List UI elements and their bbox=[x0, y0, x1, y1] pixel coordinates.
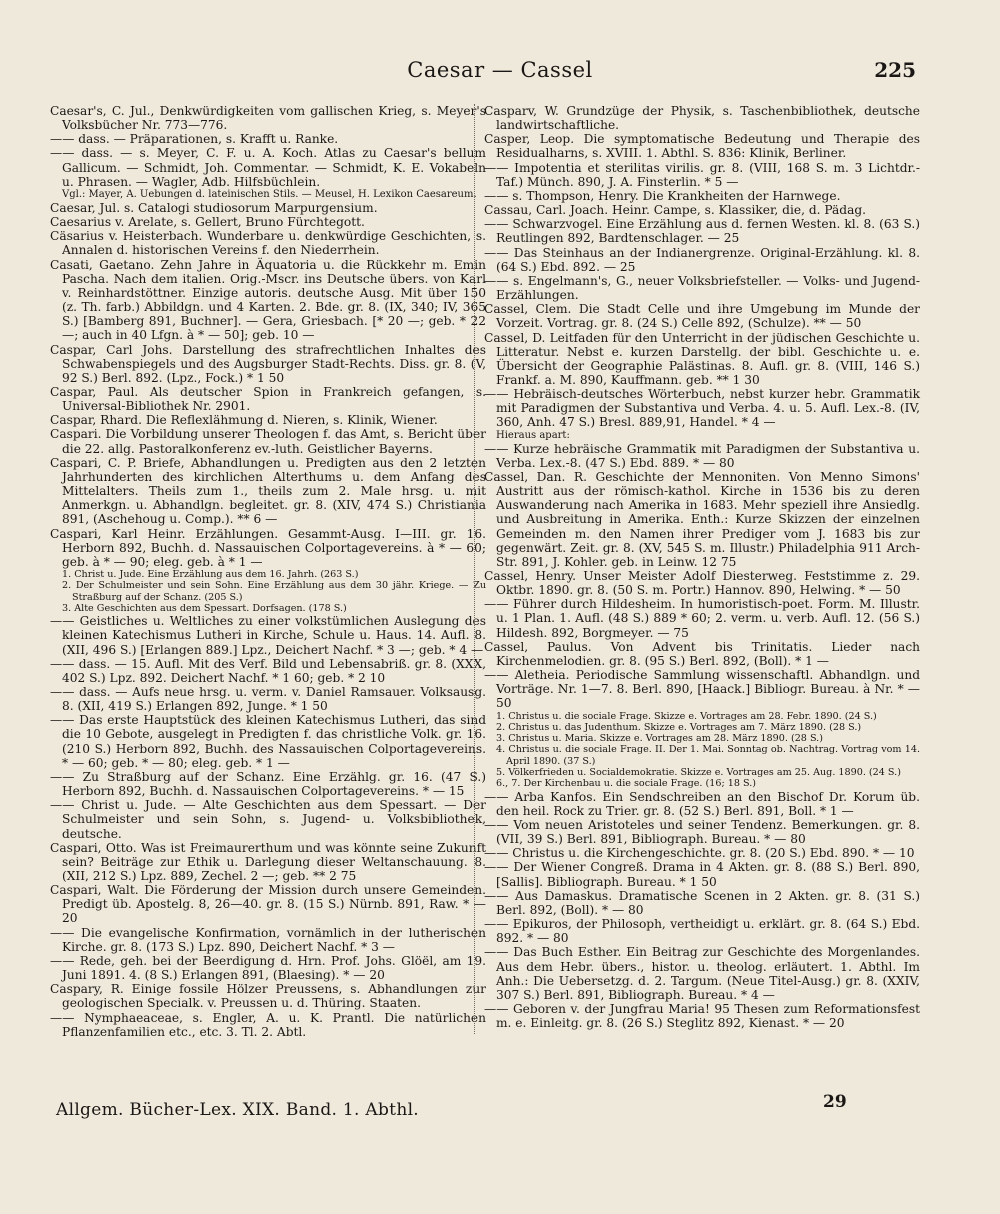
bibliography-entry: 1. Christus u. die sociale Frage. Skizze e. Vortrages am 28. Febr. 1890. (24 S.) bbox=[496, 710, 877, 722]
bibliography-entry: 4. Christus u. die sociale Frage. II. Der 1. Mai. Sonntag ob. Nachtrag. Vortrag vom 14. April 1890. (37 S.) bbox=[496, 744, 920, 767]
bibliography-entry: Caesar, Jul. s. Catalogi studiosorum Marpurgensium. bbox=[50, 200, 378, 215]
bibliography-entry: Cassel, D. Leitfaden für den Unterricht in der jüdischen Geschichte u. Litteratur. Nebst e. kurzen Darstellg. der bibl. Geschichte u. e. Übersicht der Geographie Palästinas. 8. Aufl. gr. 8. (VIII, 146 S.) Frankf. a. M. 890, Kauffmann. geb. ** 1 30 bbox=[484, 330, 920, 387]
bibliography-entry: —— Schwarzvogel. Eine Erzählung aus d. fernen Westen. kl. 8. (63 S.) Reutlingen 892, Bardtenschlager. — 25 bbox=[484, 217, 920, 246]
bibliography-entry: —— Das Steinhaus an der Indianergrenze. Original-Erzählung. kl. 8. (64 S.) Ebd. 892. — 25 bbox=[484, 245, 920, 274]
bibliography-entry: Caspar, Carl Johs. Darstellung des strafrechtlichen Inhaltes des Schwabenspiegels und des Augsburger Stadt-Rechts. Diss. gr. 8. (V, 92 S.) Berl. 892. (Lpz., Fock.) * 1 50 bbox=[50, 342, 486, 385]
bibliography-entry: —— Rede, geh. bei der Beerdigung d. Hrn. Prof. Johs. Glöël, am 19. Juni 1891. 4. (8 S.) Erlangen 891, (Blaesing). * — 20 bbox=[50, 953, 486, 983]
bibliography-entry: —— Hebräisch-deutsches Wörterbuch, nebst kurzer hebr. Grammatik mit Paradigmen der Substantiva und Verba. 4. u. 5. Aufl. Lex.-8. (IV, 360, Anh. 47 S.) Bresl. 889,91, Handel. * 4 — bbox=[484, 387, 920, 430]
bibliography-entry: Caesarius v. Arelate, s. Gellert, Bruno Fürchtegott. bbox=[50, 215, 365, 230]
bibliography-entry: Caspari, Otto. Was ist Freimaurerthum und was könnte seine Zukunft sein? Beiträge zur Ethik u. Darlegung dieser Weltanschauung. 8. (XII, 212 S.) Lpz. 889, Zechel. 2 —; geb. ** 2 75 bbox=[50, 840, 486, 883]
left-column bbox=[50, 104, 486, 1039]
bibliography-entry: Caspari, Karl Heinr. Erzählungen. Gesammt-Ausg. I—III. gr. 16. Herborn 892, Buchh. d. Nassauischen Colportagevereins. à * — 60; geb. à * — 90; eleg. geb. à * 1 — bbox=[50, 526, 486, 569]
bibliography-entry: —— s. Thompson, Henry. Die Krankheiten der Harnwege. bbox=[484, 188, 841, 203]
bibliography-entry: —— Das erste Hauptstück des kleinen Katechismus Lutheri, das sind die 10 Gebote, ausgelegt in Predigten f. das christliche Volk. gr. 16. (210 S.) Herborn 892, Buchh. des Nassauischen Colportagevereins. * — 60; geb. * — 80; eleg. geb. * 1 — bbox=[50, 713, 486, 770]
bibliography-entry: Caspar, Paul. Als deutscher Spion in Frankreich gefangen, s. Universal-Bibliothek Nr. 2901. bbox=[50, 384, 486, 414]
bibliography-entry: —— Das Buch Esther. Ein Beitrag zur Geschichte des Morgenlandes. Aus dem Hebr. übers., histor. u. theolog. erläutert. 1. Abthl. Im Anh.: Die Uebersetzg. d. 2. Targum. (Neue Titel-Ausg.) gr. 8. (XXIV, 307 S.) Berl. 891, Bibliograph. Bureau. * 4 — bbox=[484, 945, 920, 1002]
bibliography-entry: —— Aletheia. Periodische Sammlung wissenschaftl. Abhandlgn. und Vorträge. Nr. 1—7. 8. Berl. 890, [Haack.] Bibliogr. Bureau. à Nr. * — 50 bbox=[484, 668, 920, 711]
bibliography-entry: —— Arba Kanfos. Ein Sendschreiben an den Bischof Dr. Korum üb. den heil. Rock zu Trier. gr. 8. (52 S.) Berl. 891, Boll. * 1 — bbox=[484, 789, 920, 818]
bibliography-entry: —— Vom neuen Aristoteles und seiner Tendenz. Bemerkungen. gr. 8. (VII, 39 S.) Berl. 891, Bibliograph. Bureau. * — 80 bbox=[484, 817, 920, 847]
bibliography-entry: —— Christ u. Jude. — Alte Geschichten aus dem Spessart. — Der Schulmeister und sein Sohn, s. Jugend- u. Volksbibliothek, deutsche. bbox=[50, 798, 486, 841]
page-number: 225 bbox=[874, 58, 916, 82]
bibliography-entry: Cäsarius v. Heisterbach. Wunderbare u. denkwürdige Geschichten, s. Annalen d. historischen Vereins f. den Niederrhein. bbox=[50, 229, 486, 258]
bibliography-entry: Caspari. Die Vorbildung unserer Theologen f. das Amt, s. Bericht über die 22. allg. Pastoralkonferenz ev.-luth. Geistlicher Bayerns. bbox=[50, 427, 486, 456]
bibliography-entry: —— Epikuros, der Philosoph, vertheidigt u. erklärt. gr. 8. (64 S.) Ebd. 892. * — 80 bbox=[484, 917, 920, 946]
bibliography-entry: Casati, Gaetano. Zehn Jahre in Äquatoria u. die Rückkehr m. Emin Pascha. Nach dem italien. Orig.-Mscr. ins Deutsche übers. von Karl v. Reinhardstöttner. Einzige autoris. deutsche Ausg. Mit über 150 (z. Th. farb.) Abbildgn. und 4 Karten. 2. Bde. gr. 8. (IX, 340; IV, 365 S.) [Bamberg 891, Buchner]. — Gera, Griesbach. [* 20 —; geb. * 22 —; auch in 40 Lfgn. à * — 50]; geb. 10 — bbox=[50, 257, 486, 343]
bibliography-entry: —— Zu Straßburg auf der Schanz. Eine Erzählg. gr. 16. (47 S.) Herborn 892, Buchh. d. Nassauischen Colportagevereins. * — 15 bbox=[50, 769, 486, 799]
bibliography-entry: Caesar's, C. Jul., Denkwürdigkeiten vom gallischen Krieg, s. Meyer's Volksbücher Nr. 773—776. bbox=[50, 104, 486, 133]
bibliography-entry: Caspar, Rhard. Die Reflexlähmung d. Nieren, s. Klinik, Wiener. bbox=[50, 413, 438, 428]
bibliography-entry: —— dass. — Präparationen, s. Krafft u. Ranke. bbox=[50, 132, 339, 147]
bibliography-entry: Cassel, Dan. R. Geschichte der Mennoniten. Von Menno Simons' Austritt aus der römisch-kathol. Kirche in 1536 bis zu deren Auswanderung nach Amerika in 1683. Mehr speziell ihre Ansiedlg. und Ausbreitung in Amerika. Enth.: Kurze Skizzen der einzelnen Gemeinden m. den Namen ihrer Prediger vom J. 1683 bis zur gegenwärt. Zeit. gr. 8. (XV, 545 S. m. Illustr.) Philadelphia 911 Arch-Str. 891, J. Kohler. geb. in Leinw. 12 75 bbox=[484, 469, 920, 569]
bibliography-entry: Caspari, C. P. Briefe, Abhandlungen u. Predigten aus den 2 letzten Jahrhunderten des kirchlichen Alterthums u. dem Anfang des Mittelalters. Theils zum 1., theils zum 2. Male hrsg. u. mit Anmerkgn. u. Abhandlgn. begleitet. gr. 8. (XIV, 474 S.) Christiania 891, (Aschehoug u. Comp.). ** 6 — bbox=[50, 455, 486, 527]
column-divider bbox=[474, 104, 475, 1034]
bibliography-entry: Hieraus apart: bbox=[496, 429, 570, 441]
bibliography-entry: 5. Völkerfrieden u. Socialdemokratie. Skizze e. Vortrages am 25. Aug. 1890. (24 S.) bbox=[496, 767, 901, 779]
bibliography-entry: Vgl.: Mayer, A. Uebungen d. lateinischen Stils. — Meusel, H. Lexikon Caesareum. bbox=[62, 188, 477, 200]
bibliography-entry: —— Die evangelische Konfirmation, vornämlich in der lutherischen Kirche. gr. 8. (173 S.) Lpz. 890, Deichert Nachf. * 3 — bbox=[50, 925, 486, 954]
bibliography-entry: —— dass. — 15. Aufl. Mit des Verf. Bild und Lebensabriß. gr. 8. (XXX, 402 S.) Lpz. 892. Deichert Nachf. * 1 60; geb. * 2 10 bbox=[50, 656, 486, 685]
bibliography-entry: 3. Christus u. Maria. Skizze e. Vortrages am 28. März 1890. (28 S.) bbox=[496, 733, 823, 745]
bibliography-entry: —— Kurze hebräische Grammatik mit Paradigmen der Substantiva u. Verba. Lex.-8. (47 S.) Ebd. 889. * — 80 bbox=[484, 441, 920, 470]
bibliography-entry: 1. Christ u. Jude. Eine Erzählung aus dem 16. Jahrh. (263 S.) bbox=[62, 569, 359, 580]
bibliography-entry: Cassel, Henry. Unser Meister Adolf Diesterweg. Feststimme z. 29. Oktbr. 1890. gr. 8. (50 S. m. Portr.) Hannov. 890, Helwing. * — 50 bbox=[484, 569, 920, 598]
bibliography-entry: —— Der Wiener Congreß. Drama in 4 Akten. gr. 8. (88 S.) Berl. 890, [Sallis]. Bibliograph. Bureau. * 1 50 bbox=[484, 860, 920, 889]
page-title: Caesar — Cassel bbox=[407, 58, 593, 82]
bibliography-entry: —— Aus Damaskus. Dramatische Scenen in 2 Akten. gr. 8. (31 S.) Berl. 892, (Boll). * — 80 bbox=[484, 888, 920, 917]
bibliography-entry: 2. Christus u. das Judenthum. Skizze e. Vortrages am 7. März 1890. (28 S.) bbox=[496, 721, 862, 733]
bibliography-entry: —— Führer durch Hildesheim. In humoristisch-poet. Form. M. Illustr. u. 1 Plan. 1. Aufl. (48 S.) 889 * 60; 2. verm. u. verb. Aufl. 12. (56 S.) Hildesh. 892, Borgmeyer. — 75 bbox=[484, 597, 920, 640]
bibliography-entry: —— Nymphaeaceae, s. Engler, A. u. K. Prantl. Die natürlichen Pflanzenfamilien etc., etc. 3. Tl. 2. Abtl. bbox=[50, 1010, 486, 1039]
bibliography-entry: —— Geistliches u. Weltliches zu einer volkstümlichen Auslegung des kleinen Katechismus Lutheri in Kirche, Schule u. Haus. 14. Aufl. 8. (XII, 496 S.) [Erlangen 889.] Lpz., Deichert Nachf. * 3 —; geb. * 4 — bbox=[50, 614, 486, 657]
bibliography-entry: —— Geboren v. der Jungfrau Maria! 95 Thesen zum Reformationsfest m. e. Einleitg. gr. 8. (26 S.) Steglitz 892, Kienast. * — 20 bbox=[484, 1001, 920, 1031]
bibliography-entry: —— dass. — s. Meyer, C. F. u. A. Koch. Atlas zu Caesar's bellum Gallicum. — Schmidt, Joh. Commentar. — Schmidt, K. E. Vokabeln u. Phrasen. — Wagler, Adb. Hilfsbüchlein. bbox=[50, 146, 486, 189]
bibliography-entry: Cassel, Clem. Die Stadt Celle und ihre Umgebung im Munde der Vorzeit. Vortrag. gr. 8. (24 S.) Celle 892, (Schulze). ** — 50 bbox=[484, 302, 920, 331]
bibliography-entry: Caspary, R. Einige fossile Hölzer Preussens, s. Abhandlungen zur geologischen Specialk. v. Preussen u. d. Thüring. Staaten. bbox=[50, 982, 486, 1011]
footer-volume-line: Allgem. Bücher-Lex. XIX. Band. 1. Abthl. bbox=[56, 1100, 420, 1120]
bibliography-entry: Cassel, Paulus. Von Advent bis Trinitatis. Lieder nach Kirchenmelodien. gr. 8. (95 S.) Berl. 892, (Boll). * 1 — bbox=[484, 639, 920, 668]
bibliography-entry: —— dass. — Aufs neue hrsg. u. verm. v. Daniel Ramsauer. Volksausg. 8. (XII, 419 S.) Erlangen 892, Junge. * 1 50 bbox=[50, 684, 486, 714]
bibliography-entry: Casper, Leop. Die symptomatische Bedeutung und Therapie des Residualharns, s. XVIII. 1. Abthl. S. 836: Klinik, Berliner. bbox=[484, 132, 920, 161]
bibliography-entry: 2. Der Schulmeister und sein Sohn. Eine Erzählung aus dem 30 jähr. Kriege. — Zu Straßburg auf der Schanz. (205 S.) bbox=[62, 580, 486, 603]
right-column bbox=[484, 104, 920, 1030]
bibliography-entry: 3. Alte Geschichten aus dem Spessart. Dorfsagen. (178 S.) bbox=[62, 602, 347, 614]
footer-signature: 29 bbox=[823, 1092, 847, 1112]
bibliography-entry: 6., 7. Der Kirchenbau u. die sociale Frage. (16; 18 S.) bbox=[496, 778, 757, 790]
bibliography-entry: Caspari, Walt. Die Förderung der Mission durch unsere Gemeinden. Predigt üb. Apostelg. 8, 26—40. gr. 8. (15 S.) Nürnb. 891, Raw. * — 20 bbox=[50, 883, 486, 926]
bibliography-entry: Casparv, W. Grundzüge der Physik, s. Taschenbibliothek, deutsche landwirtschaftliche. bbox=[484, 104, 920, 133]
bibliography-entry: —— Christus u. die Kirchengeschichte. gr. 8. (20 S.) Ebd. 890. * — 10 bbox=[484, 846, 915, 861]
bibliography-entry: —— s. Engelmann's, G., neuer Volksbriefsteller. — Volks- und Jugend-Erzählungen. bbox=[484, 273, 920, 303]
bibliography-entry: —— Impotentia et sterilitas virilis. gr. 8. (VIII, 168 S. m. 3 Lichtdr.-Taf.) Münch. 890, J. A. Finsterlin. * 5 — bbox=[484, 160, 920, 189]
bibliography-entry: Cassau, Carl. Joach. Heinr. Campe, s. Klassiker, die, d. Pädag. bbox=[484, 203, 867, 218]
